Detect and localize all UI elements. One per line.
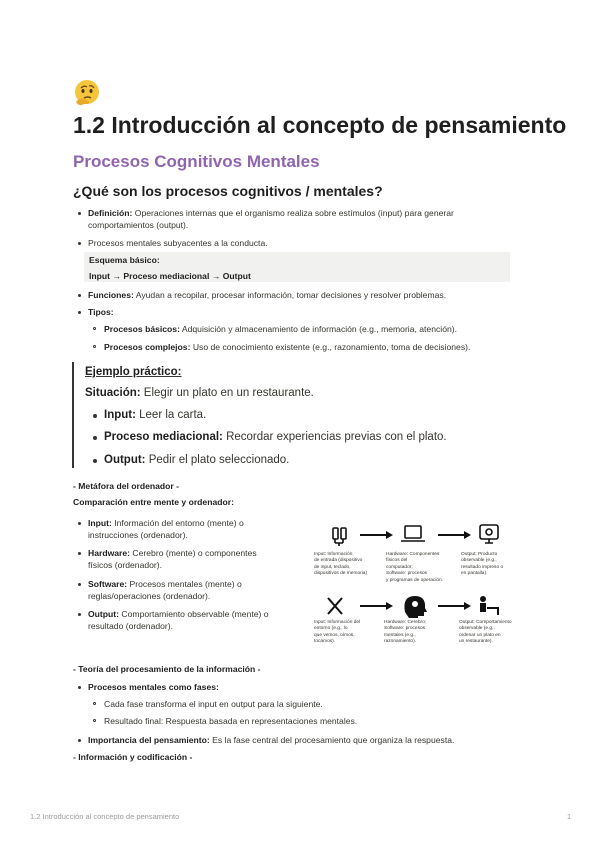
page-title: 1.2 Introducción al concepto de pensamiento [73, 112, 567, 138]
types-item: Tipos: [88, 306, 114, 318]
example-input: Input: Leer la carta. [104, 408, 206, 423]
thinking-face-icon [72, 78, 102, 108]
metaphor-heading: - Metáfora del ordenador - [73, 481, 179, 491]
caption-output-computer: Output: Producto observable (e.g., resultado impreso o en pantalla). [461, 552, 504, 577]
metaphor-output: Output: Comportamiento observable (mente) o resultado (ordenador). [88, 608, 288, 632]
example-process: Proceso mediacional: Recordar experiencias previas con el plato. [104, 430, 447, 445]
caption-hardware-computer: Hardware: Componentes físicos del computador; Software: procesos y programas de operación. [386, 552, 444, 583]
caption-output-mind: Output: Comportamiento observable (e.g., ordenar un plato en un restaurante). [459, 620, 512, 645]
monitor-icon [480, 525, 498, 543]
types-basic: Procesos básicos: Adquisición y almacenamiento de información (e.g., memoria, atención). [104, 323, 457, 335]
definition-text-cont: comportamientos (output). [88, 220, 189, 230]
caption-input-mind: Input: Información del entorno (e.g., lo que vemos, oímos, tocamos). [314, 620, 361, 645]
metaphor-input: Input: Información del entorno (mente) o instrucciones (ordenador). [88, 517, 288, 541]
metaphor-subheading: Comparación entre mente y ordenador: [73, 497, 234, 507]
phases-sub-2: Resultado final: Respuesta basada en representaciones mentales. [104, 715, 357, 727]
processing-heading: - Teoría del procesamiento de la información - [73, 664, 261, 674]
importance-item: Importancia del pensamiento: Es la fase central del procesamiento que organiza la respuesta. [88, 734, 454, 746]
definition-label: Definición: [88, 208, 133, 218]
question-heading: ¿Qué son los procesos cognitivos / mentales? [73, 183, 383, 199]
example-output: Output: Pedir el plato seleccionado. [104, 453, 289, 468]
phases-item: Procesos mentales como fases: [88, 681, 219, 693]
section-heading: Procesos Cognitivos Mentales [73, 152, 320, 171]
example-situation: Situación: Elegir un plato en un restaurante. [85, 387, 314, 399]
schema-label: Esquema básico: [89, 255, 160, 265]
arrow-right-icon [360, 602, 393, 610]
schema-flow: Input → Proceso mediacional → Output [89, 271, 251, 281]
definition-item [88, 207, 528, 231]
footer-title: 1.2 Introducción al concepto de pensamiento [30, 812, 180, 821]
usb-plug-icon [333, 528, 346, 546]
example-quote-bar [72, 362, 74, 468]
caption-hardware-mind: Hardware: Cerebro; Software: procesos mentales (e.g., razonamiento). [384, 620, 427, 645]
caption-input-computer: Input: Información de entrada (dispositivo de input, teclado, dispositivos de memoria) [314, 552, 368, 577]
laptop-icon [401, 526, 425, 541]
head-brain-icon [404, 596, 427, 618]
types-complex: Procesos complejos: Uso de conocimiento existente (e.g., razonamiento, toma de decisiones). [104, 341, 470, 353]
page-number: 1 [567, 812, 572, 821]
example-title: Ejemplo práctico: [85, 366, 182, 378]
metaphor-hardware: Hardware: Cerebro (mente) o componentes físicos (ordenador). [88, 547, 288, 571]
info-heading: - Información y codificación - [73, 752, 193, 762]
arrow-right-icon [360, 531, 393, 539]
person-desk-icon [480, 596, 499, 615]
phases-sub-1: Cada fase transforma el input en output para la siguiente. [104, 698, 323, 710]
arrow-right-icon [438, 531, 471, 539]
underlying-item [88, 237, 268, 249]
functions-item: Funciones: Ayudan a recopilar, procesar información, tomar decisiones y resolver problemas. [88, 289, 446, 301]
underlying-text: Procesos mentales subyacentes a la conducta. [88, 238, 268, 248]
arrow-right-icon [438, 602, 471, 610]
metaphor-software: Software: Procesos mentales (mente) o reglas/operaciones (ordenador). [88, 578, 288, 602]
definition-text: Operaciones internas que el organismo realiza sobre estímulos (input) para generar [134, 208, 454, 218]
fork-knife-icon [328, 598, 342, 614]
